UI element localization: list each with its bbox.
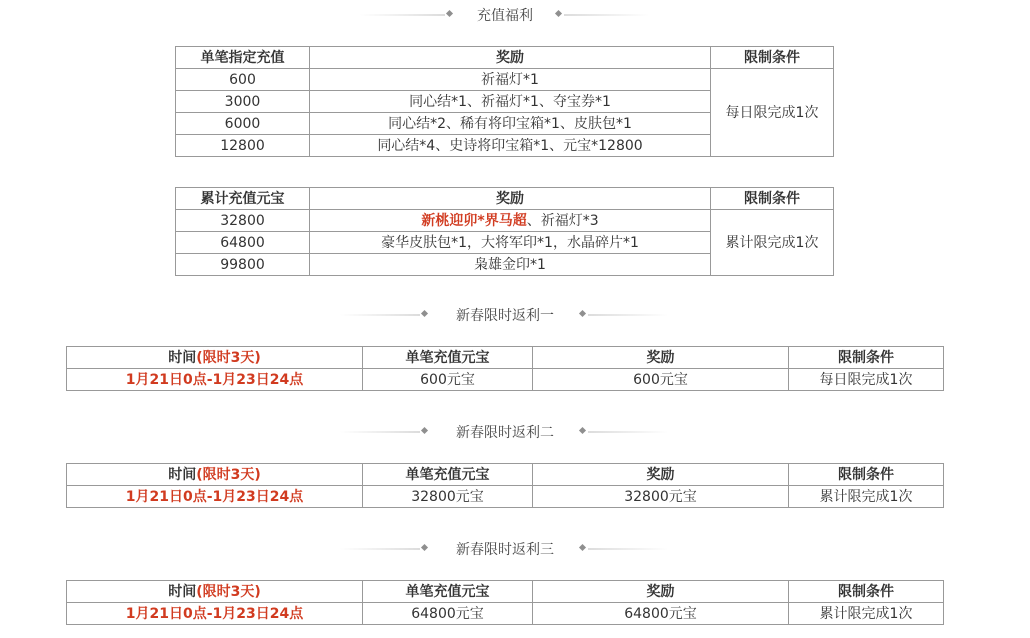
spring-rebate-table-2 — [66, 463, 944, 508]
header-time — [67, 347, 363, 369]
header-time-label: 时间 — [168, 583, 197, 600]
header-time-label: 时间 — [168, 349, 197, 366]
table-row — [176, 69, 834, 91]
single-recharge-table — [175, 46, 834, 157]
diamond-icon — [421, 544, 428, 551]
amount-cell: 3000 — [176, 91, 310, 113]
reward-cell: 32800元宝 — [533, 486, 789, 508]
table-row — [67, 603, 944, 625]
header-reward: 奖励 — [533, 464, 789, 486]
cumulative-recharge-table — [175, 187, 834, 276]
time-cell: 1月21日0点-1月23日24点 — [67, 486, 363, 508]
header-amount: 单笔充值元宝 — [363, 464, 533, 486]
diamond-icon — [579, 310, 586, 317]
diamond-icon — [579, 544, 586, 551]
table-row — [67, 486, 944, 508]
heading-line-right — [588, 548, 668, 550]
header-time-note: (限时3天) — [196, 349, 261, 366]
table-header-row — [176, 47, 834, 69]
heading-line-right — [564, 14, 649, 16]
heading-line-right — [588, 314, 668, 316]
time-cell: 1月21日0点-1月23日24点 — [67, 369, 363, 391]
amount-cell: 32800 — [176, 210, 310, 232]
header-amount: 单笔充值元宝 — [363, 581, 533, 603]
table-row — [176, 210, 834, 232]
reward-cell: 64800元宝 — [533, 603, 789, 625]
spring-rebate-table-3 — [66, 580, 944, 625]
section-title: 充值福利 — [477, 8, 533, 24]
section-heading-recharge — [0, 3, 1030, 27]
amount-cell: 6000 — [176, 113, 310, 135]
table-row — [67, 369, 944, 391]
reward-cell: 祈福灯*1 — [310, 69, 711, 91]
amount-cell: 12800 — [176, 135, 310, 157]
section-title: 新春限时返利三 — [456, 542, 554, 558]
amount-cell: 99800 — [176, 254, 310, 276]
limit-cell: 每日限完成1次 — [789, 369, 944, 391]
reward-cell: 同心结*2、稀有将印宝箱*1、皮肤包*1 — [310, 113, 711, 135]
header-time-label: 时间 — [168, 466, 197, 483]
header-reward: 奖励 — [533, 581, 789, 603]
heading-line-right — [588, 431, 668, 433]
section-heading-spring-3 — [0, 537, 1030, 561]
header-limit: 限制条件 — [789, 581, 944, 603]
section-title: 新春限时返利一 — [456, 308, 554, 324]
amount-cell: 64800元宝 — [363, 603, 533, 625]
heading-line-left — [340, 314, 420, 316]
heading-line-left — [360, 14, 445, 16]
section-heading-spring-2 — [0, 420, 1030, 444]
header-reward: 奖励 — [533, 347, 789, 369]
diamond-icon — [579, 427, 586, 434]
amount-cell: 64800 — [176, 232, 310, 254]
amount-cell: 32800元宝 — [363, 486, 533, 508]
limit-cell: 累计限完成1次 — [711, 210, 834, 276]
header-limit: 限制条件 — [711, 47, 834, 69]
limit-cell: 累计限完成1次 — [789, 486, 944, 508]
time-cell: 1月21日0点-1月23日24点 — [67, 603, 363, 625]
amount-cell: 600 — [176, 69, 310, 91]
limit-cell: 每日限完成1次 — [711, 69, 834, 157]
reward-rest: 、祈福灯*3 — [526, 212, 599, 229]
diamond-icon — [555, 10, 562, 17]
reward-cell: 同心结*1、祈福灯*1、夺宝券*1 — [310, 91, 711, 113]
header-time — [67, 464, 363, 486]
table-header-row — [67, 347, 944, 369]
section-heading-spring-1 — [0, 303, 1030, 327]
diamond-icon — [446, 10, 453, 17]
header-limit: 限制条件 — [789, 464, 944, 486]
amount-cell: 600元宝 — [363, 369, 533, 391]
section-title: 新春限时返利二 — [456, 425, 554, 441]
header-time-note: (限时3天) — [196, 583, 261, 600]
diamond-icon — [421, 310, 428, 317]
header-time — [67, 581, 363, 603]
reward-cell: 豪华皮肤包*1，大将军印*1，水晶碎片*1 — [310, 232, 711, 254]
reward-cell: 同心结*4、史诗将印宝箱*1、元宝*12800 — [310, 135, 711, 157]
reward-cell — [310, 210, 711, 232]
header-amount: 单笔充值元宝 — [363, 347, 533, 369]
limit-cell: 累计限完成1次 — [789, 603, 944, 625]
heading-line-left — [340, 431, 420, 433]
reward-cell: 600元宝 — [533, 369, 789, 391]
header-time-note: (限时3天) — [196, 466, 261, 483]
header-reward: 奖励 — [310, 188, 711, 210]
table-header-row — [67, 581, 944, 603]
table-header-row — [67, 464, 944, 486]
diamond-icon — [421, 427, 428, 434]
reward-cell: 枭雄金印*1 — [310, 254, 711, 276]
header-amount: 单笔指定充值 — [176, 47, 310, 69]
header-reward: 奖励 — [310, 47, 711, 69]
heading-line-left — [340, 548, 420, 550]
header-amount: 累计充值元宝 — [176, 188, 310, 210]
header-limit: 限制条件 — [711, 188, 834, 210]
spring-rebate-table-1 — [66, 346, 944, 391]
header-limit: 限制条件 — [789, 347, 944, 369]
reward-highlight: 新桃迎卯*界马超 — [421, 212, 527, 229]
table-header-row — [176, 188, 834, 210]
